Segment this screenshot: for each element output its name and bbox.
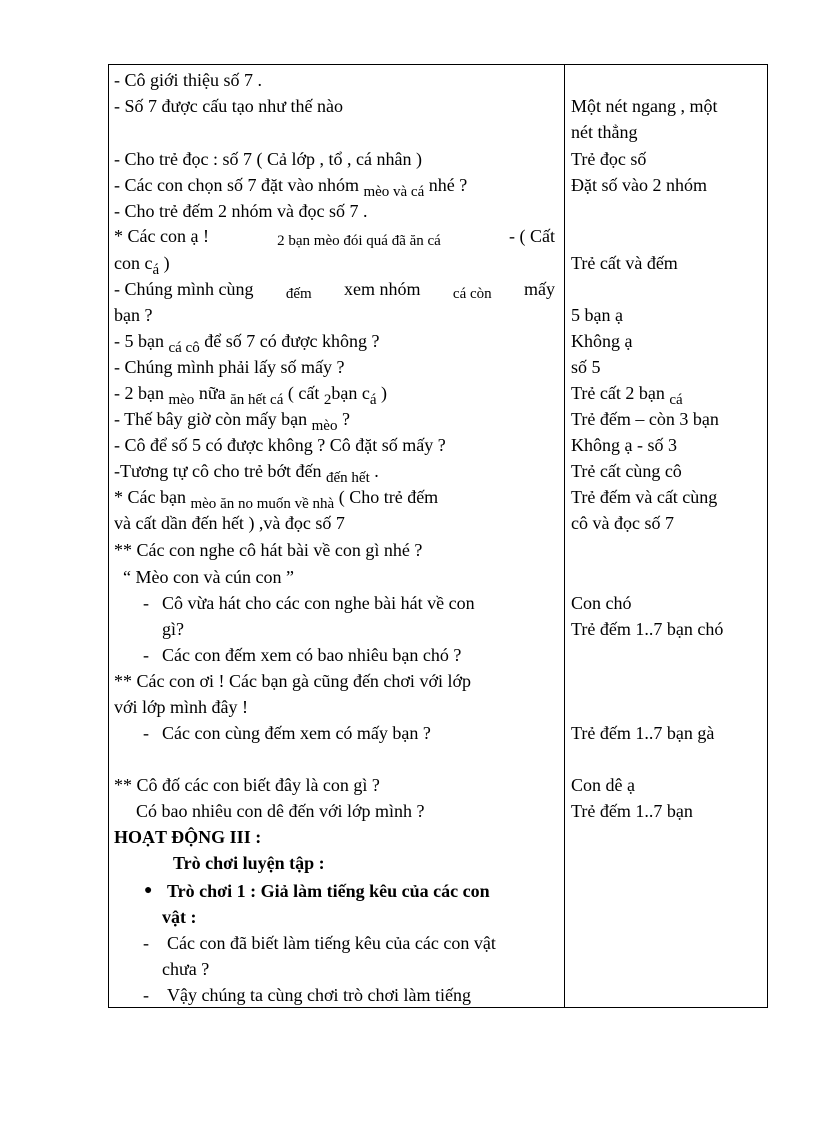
text: với lớp mình đây ! — [114, 697, 249, 717]
text: con c — [114, 253, 153, 273]
text: - Các con chọn số 7 đặt vào nhóm — [114, 175, 364, 195]
text-small: đến hết — [326, 470, 370, 486]
text: Trẻ đếm 1..7 bạn gà — [571, 723, 715, 743]
text: cô và đọc số 7 — [571, 513, 674, 533]
teacher-line — [114, 252, 170, 276]
text: “ Mèo con và cún con ” — [123, 567, 294, 587]
text: 5 bạn ạ — [571, 305, 623, 325]
text: -Tương tự cô cho trẻ bớt đến — [114, 461, 326, 481]
text-small: cá — [669, 392, 683, 408]
teacher-line — [114, 225, 555, 247]
game-title — [162, 906, 197, 928]
text: - ( Cất — [509, 226, 555, 246]
text: * Các bạn — [114, 487, 191, 507]
text: - Cho trẻ đọc : số 7 ( Cả lớp , tổ , cá nhân ) — [114, 149, 422, 169]
text: - 2 bạn — [114, 383, 169, 403]
teacher-line — [114, 330, 379, 354]
child-line — [571, 486, 759, 508]
teacher-line — [114, 148, 422, 170]
dash-marker: - — [143, 723, 149, 743]
text-small: mèo — [168, 392, 195, 408]
teacher-line — [114, 95, 343, 117]
teacher-line — [114, 670, 471, 692]
text: xem nhóm — [344, 279, 421, 299]
text: số 5 — [571, 357, 601, 377]
text: ** Cô đố các con biết đây là con gì ? — [114, 775, 380, 795]
text-small: cá cô — [168, 340, 200, 356]
text-small: mèo — [190, 496, 217, 512]
text: chưa ? — [162, 959, 210, 979]
text: - Chúng mình phải lấy số mấy ? — [114, 357, 345, 377]
column-divider — [564, 65, 565, 1007]
child-line — [571, 800, 693, 822]
teacher-line — [114, 512, 345, 534]
text: - 5 bạn — [114, 331, 169, 351]
text-small: 2 bạn mèo đói quá đã ăn cá — [277, 233, 441, 249]
text: Trẻ đếm – còn 3 bạn — [571, 409, 719, 429]
teacher-line — [114, 69, 262, 91]
text-small: mèo — [311, 418, 338, 434]
child-line — [571, 121, 637, 143]
text — [167, 984, 555, 1006]
teacher-line — [114, 539, 422, 561]
teacher-line — [114, 304, 152, 326]
child-line — [571, 95, 759, 117]
text: Trẻ cất 2 bạn — [571, 383, 670, 403]
dash-marker: - — [143, 933, 149, 953]
child-line — [571, 774, 635, 796]
dash-marker: - — [143, 593, 149, 613]
text: ** Các con ơi ! Các bạn gà cũng đến chơi với lớp — [114, 671, 471, 691]
text-small: đếm — [285, 286, 312, 302]
text: Trẻ đếm 1..7 bạn chó — [571, 619, 724, 639]
teacher-line — [114, 460, 379, 484]
text: Con dê ạ — [571, 775, 635, 795]
dash-marker: - — [143, 985, 149, 1005]
text: nhé ? — [424, 175, 468, 195]
text: ( Cho trẻ đếm — [334, 487, 439, 507]
teacher-line — [114, 382, 387, 406]
text: Đặt số vào 2 nhóm — [571, 175, 707, 195]
text: - Cô giới thiệu số 7 . — [114, 70, 263, 90]
teacher-line — [114, 200, 367, 222]
text: Các con đã biết làm tiếng kêu của các con vật — [167, 933, 496, 953]
child-line — [571, 382, 683, 406]
text: vật : — [162, 907, 197, 927]
child-line — [571, 252, 678, 274]
text: Không ạ — [571, 331, 633, 351]
teacher-line — [114, 408, 350, 432]
text: gì? — [162, 619, 184, 639]
text-small: mèo và cá — [363, 184, 425, 200]
text: Trò chơi 1 : Giả làm tiếng kêu của các con — [167, 881, 490, 901]
text: ) — [159, 253, 170, 273]
text: và cất dần đến hết ) ,và đọc số 7 — [114, 513, 345, 533]
section-subheading — [173, 852, 325, 874]
child-line — [571, 148, 646, 170]
text: HOẠT ĐỘNG III : — [114, 827, 262, 847]
text: Cô vừa hát cho các con nghe bài hát về con — [162, 593, 475, 613]
text: Trẻ cất và đếm — [571, 253, 678, 273]
teacher-line — [162, 618, 184, 640]
text: nét thẳng — [571, 122, 638, 142]
text-small: cá còn — [452, 286, 492, 302]
text: - Cô để số 5 có được không ? Cô đặt số mấy ? — [114, 435, 446, 455]
text: - Thế bây giờ còn mấy bạn — [114, 409, 312, 429]
teacher-line — [114, 486, 438, 510]
text-small: á — [152, 262, 160, 278]
text: Trẻ đọc số — [571, 149, 647, 169]
text: Trẻ đếm 1..7 bạn — [571, 801, 693, 821]
text: Có bao nhiêu con dê đến với lớp mình ? — [136, 801, 425, 821]
teacher-line — [114, 278, 555, 300]
section-heading — [114, 826, 261, 848]
text: Trò chơi luyện tập : — [173, 853, 325, 873]
bullet-icon: ● — [144, 883, 153, 898]
text: Các con đếm xem có bao nhiêu bạn chó ? — [162, 645, 462, 665]
teacher-line — [114, 696, 248, 718]
teacher-line — [114, 774, 380, 796]
text: Trẻ cất cùng cô — [571, 461, 682, 481]
text: bạn ? — [114, 305, 153, 325]
text: . — [369, 461, 379, 481]
text — [162, 592, 555, 614]
text: ( cất — [283, 383, 324, 403]
text-small: ăn no muốn về nhà — [216, 496, 335, 512]
song-title — [123, 566, 294, 588]
text: ** Các con nghe cô hát bài về con gì nhé ? — [114, 540, 423, 560]
text: - Cho trẻ đếm 2 nhóm và đọc số 7 . — [114, 201, 368, 221]
text: Một nét ngang , một — [571, 96, 718, 116]
text: Vậy chúng ta cùng chơi trò chơi làm tiếng — [167, 985, 471, 1005]
text: Các con cùng đếm xem có mấy bạn ? — [162, 723, 431, 743]
text: - Chúng mình cùng — [114, 279, 254, 299]
child-line — [571, 330, 633, 352]
teacher-line — [162, 958, 209, 980]
text — [167, 880, 555, 902]
teacher-line — [114, 434, 446, 456]
text-small: á — [369, 392, 377, 408]
lesson-table — [108, 64, 768, 1008]
dash-marker: - — [143, 645, 149, 665]
text: để số 7 có được không ? — [199, 331, 380, 351]
teacher-line — [114, 356, 344, 378]
text: - Số 7 được cấu tạo như thế nào — [114, 96, 343, 116]
text: ? — [337, 409, 350, 429]
child-line — [571, 304, 623, 326]
text: Trẻ đếm và cất cùng — [571, 487, 718, 507]
teacher-line — [114, 174, 467, 198]
teacher-line — [136, 800, 424, 822]
text: Con chó — [571, 593, 632, 613]
child-line — [571, 174, 707, 196]
text: ) — [376, 383, 388, 403]
child-line — [571, 408, 719, 430]
text-small: 2 — [323, 392, 332, 408]
text: * Các con ạ ! — [114, 226, 209, 246]
text: mấy — [524, 279, 555, 299]
text: bạn c — [331, 383, 370, 403]
child-line — [571, 722, 714, 744]
text: Không ạ - số 3 — [571, 435, 677, 455]
child-line — [571, 434, 677, 456]
child-line — [571, 592, 632, 614]
child-line — [571, 460, 682, 482]
text-small: ăn hết cá — [230, 392, 284, 408]
child-line — [571, 618, 723, 640]
child-line — [571, 512, 674, 534]
text: nữa — [194, 383, 231, 403]
child-line — [571, 356, 601, 378]
